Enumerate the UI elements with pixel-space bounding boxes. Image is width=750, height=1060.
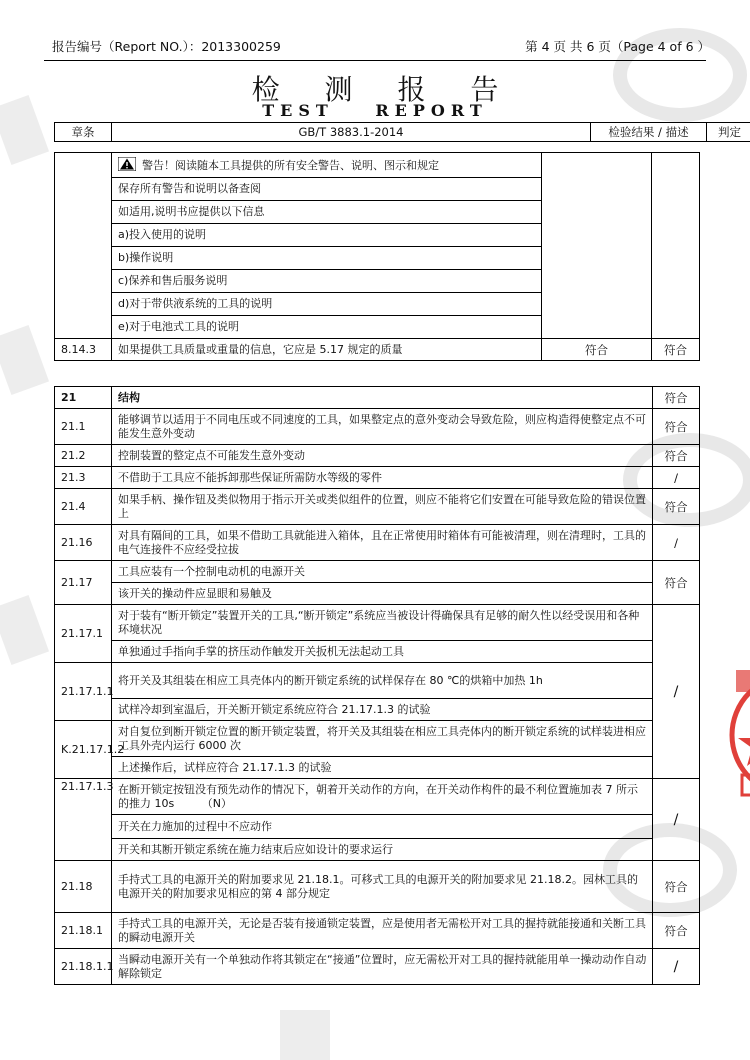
- requirement-text: 对自复位到断开锁定位置的断开锁定装置，将开关及其组装在相应工具壳体内的断开锁定系统的试样装进相应工具外壳内运行 6000 次: [112, 721, 653, 757]
- instruction-row: d)对于带供液系统的工具的说明: [112, 293, 542, 316]
- requirement-text: 当瞬动电源开关有一个单独动作将其锁定在“接通”位置时，应无需松开对工具的握持就能用单一操动动作自动解除锁定: [112, 949, 653, 985]
- verdict-value: /: [653, 949, 700, 985]
- report-title-en: TEST REPORT: [262, 101, 488, 120]
- instruction-row: e)对于电池式工具的说明: [112, 316, 542, 339]
- report-number: 报告编号（Report NO.）：2013300259: [52, 39, 281, 54]
- clause-number: 21.18: [55, 861, 112, 913]
- requirement-text: 能够调节以适用于不同电压或不同速度的工具，如果整定点的意外变动会导致危险，则应构造得使整定点不可能发生意外变动: [112, 409, 653, 445]
- instruction-row: 如适用,说明书应提供以下信息: [112, 201, 542, 224]
- verdict-value: /: [653, 525, 700, 561]
- clause-number: 21.3: [55, 467, 112, 489]
- clause-number: 21: [55, 387, 112, 409]
- verdict-value: 符合: [653, 445, 700, 467]
- requirement-text: 控制装置的整定点不可能发生意外变动: [112, 445, 653, 467]
- requirement-text: 工具应装有一个控制电动机的电源开关: [112, 561, 653, 583]
- verdict-value: 符合: [653, 561, 700, 605]
- clause-number: 21.17.1: [55, 605, 112, 663]
- verdict-value: /: [653, 779, 700, 861]
- col-header-verdict: 判定: [707, 123, 750, 142]
- report-title-cn: 检 测 报 告: [251, 73, 517, 106]
- clause-number: 21.18.1.1: [55, 949, 112, 985]
- section-title: 结构: [112, 387, 653, 409]
- clause-number: K.21.17.1.2: [55, 721, 112, 779]
- requirement-text: 在断开锁定按钮没有预先动作的情况下，朝着开关动作的方向，在开关动作构件的最不利位置施加表 7 所示的推力 10s （N）: [112, 779, 653, 815]
- requirement-text: 该开关的操动件应显眼和易触及: [112, 583, 653, 605]
- clause-number: 21.18.1: [55, 913, 112, 949]
- requirement-text: 对具有隔间的工具，如果不借助工具就能进入箱体，且在正常使用时箱体有可能被清理，则在清理时，工具的电气连接件不应经受拉拔: [112, 525, 653, 561]
- clause-number: 21.17.1.1: [55, 663, 112, 721]
- requirement-text: 不借助于工具应不能拆卸那些保证所需防水等级的零件: [112, 467, 653, 489]
- verdict-value: 符合: [653, 387, 700, 409]
- page-indicator: 第 4 页 共 6 页（Page 4 of 6 ）: [525, 39, 710, 54]
- instruction-row: a)投入使用的说明: [112, 224, 542, 247]
- construction-table: [54, 386, 700, 985]
- col-header-standard: GB/T 3883.1-2014: [112, 123, 591, 142]
- requirement-text: 对于装有“断开锁定”装置开关的工具,“断开锁定”系统应当被设计得确保具有足够的耐久性以经受误用和各种环境状况: [112, 605, 653, 641]
- verdict-value: /: [653, 467, 700, 489]
- verdict-cell-empty: [652, 153, 700, 339]
- requirement-text: 手持式工具的电源开关，无论是否装有接通锁定装置，应是使用者无需松开对工具的握持就能接通和关断工具的瞬动电源开关: [112, 913, 653, 949]
- verdict-value: 符合: [653, 409, 700, 445]
- warning-text: 警告！阅读随本工具提供的所有安全警告、说明、图示和规定: [142, 159, 439, 172]
- clause-number: 21.17.1.3: [55, 779, 112, 861]
- instructions-table: [54, 152, 700, 361]
- column-header-table: [54, 122, 750, 142]
- requirement-text: 开关和其断开锁定系统在施力结束后应如设计的要求运行: [112, 839, 653, 861]
- warning-icon: [118, 157, 136, 171]
- verdict-value: 符合: [653, 861, 700, 913]
- requirement-text: 上述操作后，试样应符合 21.17.1.3 的试验: [112, 757, 653, 779]
- result-cell-empty: [542, 153, 652, 339]
- clause-cell-empty: [55, 153, 112, 339]
- result-value: 符合: [542, 339, 652, 361]
- col-header-result: 检验结果 / 描述: [591, 123, 707, 142]
- verdict-value: /: [653, 605, 700, 779]
- requirement-text: 如果手柄、操作钮及类似物用于指示开关或类似组件的位置，则应不能将它们安置在可能导致危险的错误位置上: [112, 489, 653, 525]
- clause-number: 8.14.3: [55, 339, 112, 361]
- requirement-text: 将开关及其组装在相应工具壳体内的断开锁定系统的试样保存在 80 ℃的烘箱中加热 1h: [112, 663, 653, 699]
- clause-number: 21.16: [55, 525, 112, 561]
- requirement-text: 单独通过手指向手掌的挤压动作触发开关扳机无法起动工具: [112, 641, 653, 663]
- clause-number: 21.1: [55, 409, 112, 445]
- col-header-clause: 章条: [55, 123, 112, 142]
- requirement-text: 试样冷却到室温后，开关断开锁定系统应符合 21.17.1.3 的试验: [112, 699, 653, 721]
- verdict-value: 符合: [653, 913, 700, 949]
- instruction-row: 保存所有警告和说明以备查阅: [112, 178, 542, 201]
- requirement-text: 如果提供工具质量或重量的信息，它应是 5.17 规定的质量: [112, 339, 542, 361]
- instruction-row: b)操作说明: [112, 247, 542, 270]
- verdict-value: 符合: [652, 339, 700, 361]
- requirement-text: 手持式工具的电源开关的附加要求见 21.18.1。可移式工具的电源开关的附加要求见 21.18.2。园林工具的电源开关的附加要求见相应的第 4 部分规定: [112, 861, 653, 913]
- red-seal-stamp: [722, 660, 750, 810]
- header-divider: [44, 60, 706, 61]
- verdict-value: 符合: [653, 489, 700, 525]
- clause-number: 21.4: [55, 489, 112, 525]
- requirement-text: 开关在力施加的过程中不应动作: [112, 815, 653, 839]
- clause-number: 21.17: [55, 561, 112, 605]
- clause-number: 21.2: [55, 445, 112, 467]
- instruction-row: c)保养和售后服务说明: [112, 270, 542, 293]
- warning-row: [112, 153, 542, 178]
